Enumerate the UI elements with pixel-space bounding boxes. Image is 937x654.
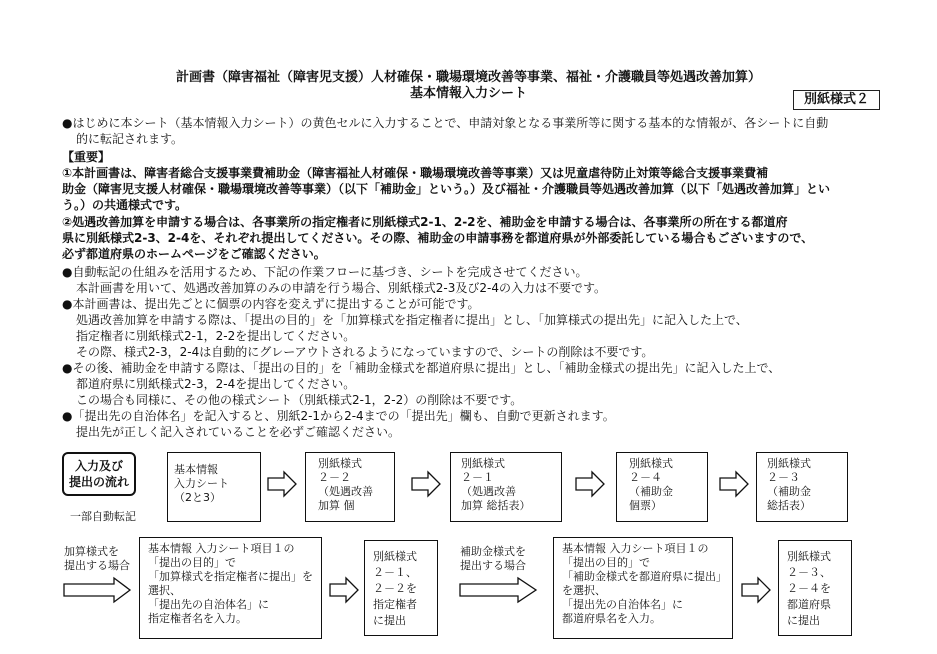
bullet-2-line-3: 指定権者に別紙様式2-1，2-2を提出してください。: [76, 329, 356, 343]
kasan-result-box: [364, 540, 438, 636]
flow-arrow-right-icon: [410, 470, 442, 498]
intro-line-2: 的に転記されます。: [76, 132, 184, 146]
bullet-2-line-4: その際、様式2-3，2-4は自動的にグレーアウトされるようになっていますので、シートの削除は不要です。: [76, 345, 654, 359]
bullet-1-line-1: ●自動転記の仕組みを活用するため、下記の作業フローに基づき、シートを完成させてください。: [62, 265, 588, 279]
flow-start-label-1: 入力及び: [74, 459, 123, 473]
important-label: 【重要】: [62, 150, 111, 164]
flow-arrow-right-icon: [266, 470, 298, 498]
bullet-2-line-2: 処遇改善加算を申請する際は、「提出の目的」を「加算様式を指定権者に提出」とし、「加算様式の提出先」に記入した上で、: [76, 313, 748, 327]
flow-arrow-right-icon: [740, 576, 772, 604]
intro-line-1: ●はじめに本シート（基本情報入力シート）の黄色セルに入力することで、申請対象となる事業所等に関する基本的な情報が、各シートに自動: [62, 116, 829, 130]
box-line: 別紙様式: [629, 457, 673, 470]
page-subtitle: 基本情報入力シート: [409, 86, 527, 101]
box-line: ２－４: [629, 471, 662, 484]
important-2-line-2: 県に別紙様式2-3、2-4を、それぞれ提出してください。その際、補助金の申請事務を都道府県が外部委託している場合もございますので、: [62, 231, 814, 245]
flow-form-2-3-box: [756, 452, 848, 522]
important-2-line-3: 必ず都道府県のホームページをご確認ください。: [62, 247, 326, 261]
important-1-line-1: ①本計画書は、障害者総合支援事業費補助金（障害福祉人材確保・職場環境改善等事業）又は児童虐待防止対策等総合支援事業費補: [62, 166, 769, 180]
box-line: 基本情報: [174, 463, 218, 476]
hojo-result-box: [778, 540, 852, 636]
box-line: に提出: [373, 614, 406, 627]
box-line: 「加算様式を指定権者に提出」を: [148, 570, 313, 583]
box-line: 個票）: [629, 499, 662, 512]
box-line: 加算 総括表）: [461, 499, 531, 512]
bullet-2-line-1: ●本計画書は、提出先ごとに個票の内容を変えずに提出することが可能です。: [62, 297, 480, 311]
box-line: 指定権者名を入力。: [148, 612, 247, 625]
important-1-line-3: う。）の共通様式です。: [62, 198, 188, 212]
box-line: 別紙様式: [767, 457, 811, 470]
box-line: 「提出の目的」で: [562, 556, 650, 569]
bullet-4-line-1: ●「提出先の自治体名」を記入すると、別紙2-1から2-4までの「提出先」欄も、自動で更新されます。: [62, 409, 615, 423]
bullet-3-line-3: この場合も同様に、その他の様式シート（別紙様式2-1，2-2）の削除は不要です。: [76, 393, 523, 407]
box-line: （補助金: [629, 485, 673, 498]
box-line: ２－４を: [787, 582, 831, 595]
flow-arrow-right-icon: [718, 470, 750, 498]
box-line: 「提出先の自治体名」に: [562, 598, 683, 611]
box-line: 別紙様式: [787, 550, 831, 563]
auto-transfer-note: 一部自動転記: [70, 510, 136, 523]
box-line: 「提出先の自治体名」に: [148, 598, 269, 611]
box-line: ２－３: [767, 471, 800, 484]
box-line: 入力シート: [174, 477, 229, 490]
flow-arrow-right-icon: [62, 576, 132, 604]
box-line: （補助金: [767, 485, 811, 498]
box-line: 都道府県名を入力。: [562, 612, 661, 625]
box-line: ２－２を: [373, 582, 417, 595]
box-line: 基本情報 入力シート項目１の: [562, 542, 709, 555]
box-line: （2と3）: [174, 491, 221, 504]
bullet-3-line-2: 都道府県に別紙様式2-3，2-4を提出してください。: [76, 377, 356, 391]
hojo-label-1: 補助金様式を: [460, 545, 526, 558]
important-1-line-2: 助金（障害児支援人材確保・職場環境改善等事業）（以下「補助金」という。）及び福祉・介護職員等処遇改善加算（以下「処遇改善加算」とい: [62, 182, 831, 196]
box-line: 指定権者: [373, 598, 417, 611]
flow-arrow-right-icon: [574, 470, 606, 498]
kasan-label-2: 提出する場合: [64, 559, 130, 572]
box-line: に提出: [787, 614, 820, 627]
important-2-line-1: ②処遇改善加算を申請する場合は、各事業所の指定権者に別紙様式2-1、2-2を、補助金を申請する場合は、各事業所の所在する都道府: [62, 215, 788, 229]
box-line: 別紙様式: [318, 457, 362, 470]
box-line: 都道府県: [787, 598, 831, 611]
hojo-instruction-box: [553, 537, 733, 639]
flow-form-2-2-box: [305, 452, 395, 522]
box-line: 選択、: [148, 584, 181, 597]
box-line: ２－１: [461, 471, 494, 484]
box-line: （処遇改善: [318, 485, 373, 498]
flow-arrow-right-icon: [328, 576, 360, 604]
kasan-instruction-box: [139, 537, 322, 639]
hojo-label-2: 提出する場合: [460, 559, 526, 572]
box-line: ２－１、: [373, 566, 417, 579]
box-line: 別紙様式: [373, 550, 417, 563]
bullet-3-line-1: ●その後、補助金を申請する際は、「提出の目的」を「補助金様式を都道府県に提出」とし、「補助金様式の提出先」に記入した上で、: [62, 361, 781, 375]
box-line: 総括表）: [767, 499, 811, 512]
flow-form-2-1-box: [450, 452, 562, 522]
box-line: を選択、: [562, 584, 606, 597]
bullet-4-line-2: 提出先が正しく記入されていることを必ずご確認ください。: [76, 425, 401, 439]
flow-form-2-4-box: [616, 452, 708, 522]
flow-start-box: [62, 452, 136, 496]
bullet-1-line-2: 本計画書を用いて、処遇改善加算のみの申請を行う場合、別紙様式2-3及び2-4の入力は不要です。: [76, 281, 607, 295]
form-tag: 別紙様式２: [793, 90, 880, 110]
box-line: 基本情報 入力シート項目１の: [148, 542, 295, 555]
flow-start-label-2: 提出の流れ: [68, 475, 129, 489]
box-line: 「提出の目的」で: [148, 556, 236, 569]
box-line: ２－２: [318, 471, 351, 484]
box-line: 「補助金様式を都道府県に提出」: [562, 570, 727, 583]
box-line: 加算 個: [318, 499, 355, 512]
page-title: 計画書（障害福祉（障害児支援）人材確保・職場環境改善等事業、福祉・介護職員等処遇改善加算）: [175, 70, 761, 85]
box-line: ２－３、: [787, 566, 831, 579]
kasan-label-1: 加算様式を: [64, 545, 119, 558]
box-line: （処遇改善: [461, 485, 516, 498]
flow-basic-info-box: [167, 452, 261, 522]
box-line: 別紙様式: [461, 457, 505, 470]
flow-arrow-right-icon: [458, 576, 538, 604]
